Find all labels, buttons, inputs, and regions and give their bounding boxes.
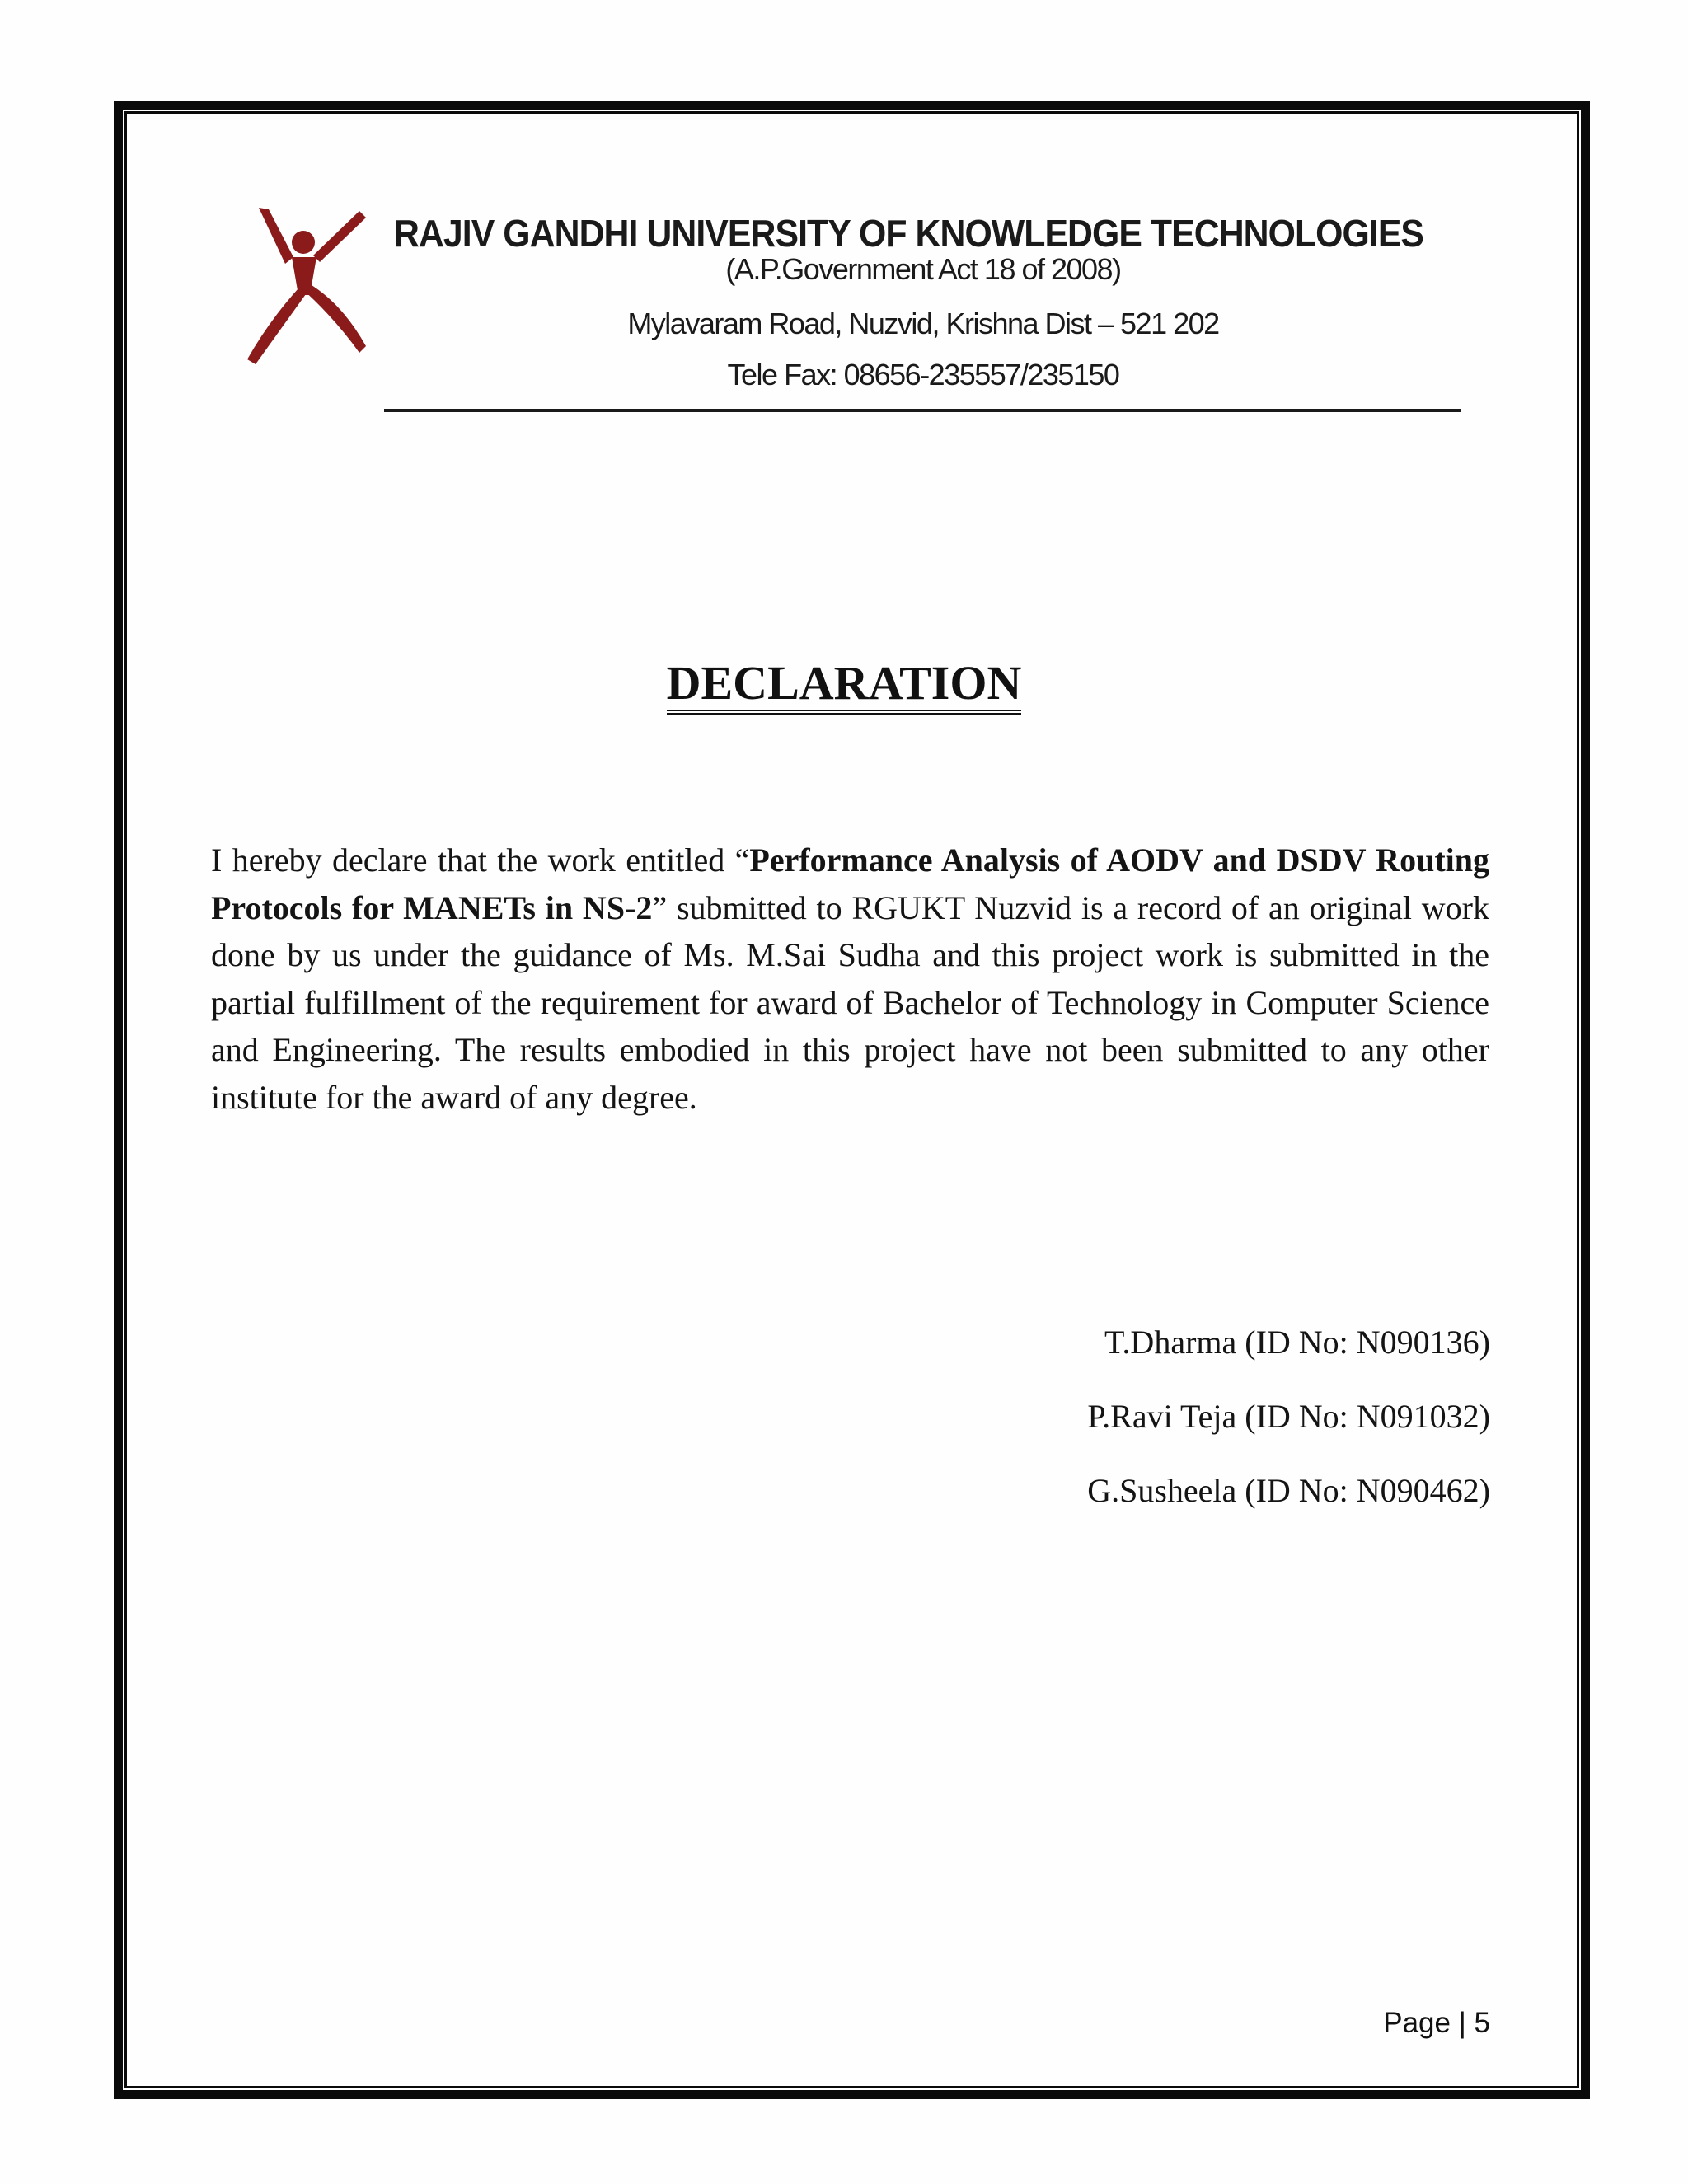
university-logo-icon: [244, 206, 368, 371]
signatory-1: T.Dharma (ID No: N090136): [1104, 1324, 1490, 1361]
project-title: Performance Analysis of AODV and DSDV Routing Protocols for MANETs in NS-2: [211, 841, 1489, 926]
signatory-2: P.Ravi Teja (ID No: N091032): [1087, 1398, 1490, 1435]
declaration-body-intro: I hereby declare that the work entitled “: [211, 841, 750, 879]
declaration-body: [211, 837, 1489, 1121]
letterhead-divider: [384, 409, 1461, 412]
declaration-body-rest: ” submitted to RGUKT Nuzvid is a record of an original work done by us under the guidance of Ms. M.Sai Sudha and this project work is submitted in the partial fulfillment of the requirement for award of Bachelor of Technology in Computer Science and Engineering. The results embodied in this project have not been submitted to any other institute for the award of any degree.: [211, 888, 1489, 1116]
government-act: (A.P.Government Act 18 of 2008): [725, 252, 1121, 286]
declaration-heading: [0, 655, 1688, 710]
university-address: Mylavaram Road, Nuzvid, Krishna Dist – 521 202: [627, 307, 1219, 340]
telefax: Tele Fax: 08656-235557/235150: [727, 358, 1119, 391]
page-number: Page | 5: [1383, 2007, 1490, 2039]
declaration-title: DECLARATION: [667, 656, 1022, 715]
signatory-3: G.Susheela (ID No: N090462): [1087, 1472, 1490, 1509]
university-name: RAJIV GANDHI UNIVERSITY OF KNOWLEDGE TECHNOLOGIES: [394, 212, 1424, 255]
